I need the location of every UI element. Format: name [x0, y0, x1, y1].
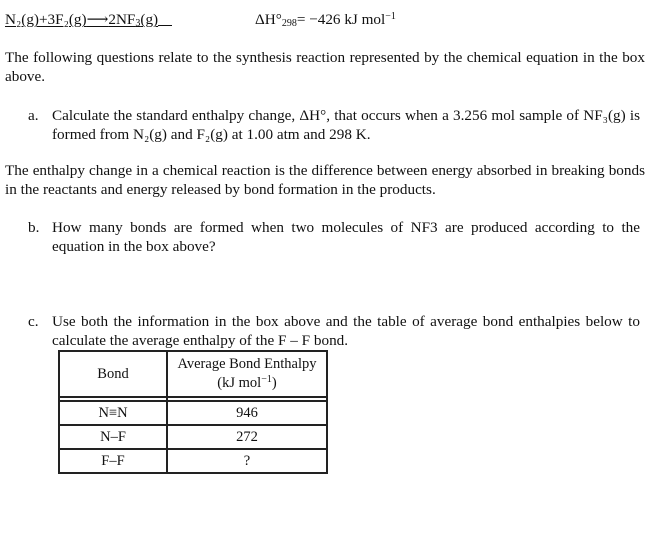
table-header-row [59, 351, 327, 397]
table-row [59, 425, 327, 449]
header-bond: Bond [59, 351, 167, 397]
question-c-label: c. [28, 313, 39, 330]
question-c-text: Use both the information in the box above and the table of average bond enthalpies below to calculate the average enthalpy of the F – F bond. [52, 313, 640, 349]
equation-product-state: (g) [140, 11, 159, 28]
question-b-label: b. [28, 219, 40, 236]
table-row [59, 401, 327, 425]
question-a [28, 106, 640, 144]
header-enthalpy [167, 351, 327, 397]
enthalpy-note-paragraph: The enthalpy change in a chemical reaction is the difference between energy absorbed in breaking bonds in the reactants and energy released by bond formation in the products. [5, 162, 645, 198]
equation-product-subscript: 3 [135, 18, 141, 29]
enthalpy-symbol: ΔH° [255, 11, 282, 28]
enthalpy-cell: 946 [167, 401, 327, 425]
question-b [28, 218, 640, 256]
equation-reactants: N₂(g)+3F₂(g) [5, 11, 87, 28]
bond-cell: F–F [59, 449, 167, 473]
header-enthalpy-line2 [168, 374, 326, 393]
question-a-text: Calculate the standard enthalpy change, ΔH°, that occurs when a 3.256 mol sample of NF₃(g) is formed from N₂(g) and F₂(g) at 1.00 atm and 298 K. [52, 107, 640, 143]
enthalpy-cell: ? [167, 449, 327, 473]
enthalpy-temperature-subscript: 298 [281, 18, 297, 29]
chemical-equation [5, 10, 172, 29]
enthalpy-cell: 272 [167, 425, 327, 449]
equation-underline-tail [158, 11, 172, 26]
question-a-label: a. [28, 107, 39, 124]
header-unit-exponent: −1 [261, 374, 272, 385]
bond-enthalpy-table [58, 350, 328, 474]
intro-paragraph: The following questions relate to the synthesis reaction represented by the chemical equation in the box above. [5, 49, 645, 85]
bond-cell: N≡N [59, 401, 167, 425]
bond-cell: N–F [59, 425, 167, 449]
standard-enthalpy [255, 10, 396, 29]
table-row [59, 449, 327, 473]
question-b-text: How many bonds are formed when two molecules of NF3 are produced according to the equation in the box above? [52, 219, 640, 255]
enthalpy-value: = −426 kJ mol [296, 11, 386, 28]
header-unit-suffix: ) [271, 375, 277, 391]
equation-product: 2NF [108, 11, 136, 28]
question-c [28, 312, 640, 350]
equation-arrow: ⟶ [86, 11, 109, 28]
header-enthalpy-line1: Average Bond Enthalpy [177, 356, 317, 372]
enthalpy-exponent: −1 [385, 11, 396, 22]
header-unit-prefix: (kJ mol [217, 375, 262, 391]
